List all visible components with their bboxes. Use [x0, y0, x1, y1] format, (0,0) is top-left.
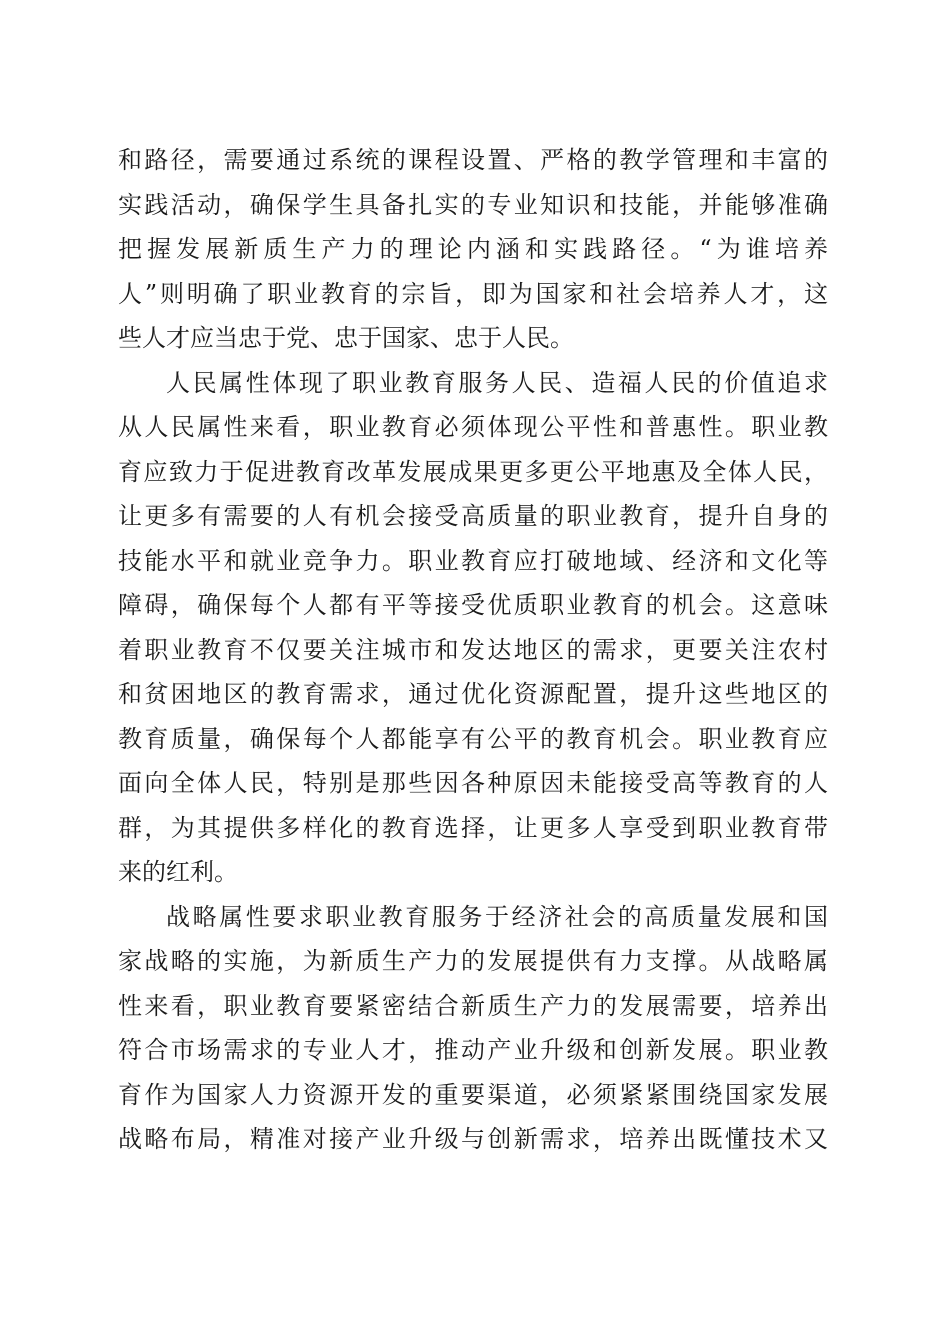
document-body	[118, 138, 828, 1162]
text-line: 从人民属性来看，职业教育必须体现公平性和普惠性。职业教	[118, 413, 828, 441]
text-line: 战略布局，精准对接产业升级与创新需求，培养出既懂技术又	[118, 1125, 828, 1153]
paragraph	[118, 138, 828, 361]
text-line: 性来看，职业教育要紧密结合新质生产力的发展需要，培养出	[118, 991, 828, 1020]
text-line: 实践活动，确保学生具备扎实的专业知识和技能，并能够准确	[118, 190, 828, 219]
text-line: 些人才应当忠于党、忠于国家、忠于人民。	[118, 324, 574, 352]
paragraph	[118, 361, 828, 895]
text-line: 战略属性要求职业教育服务于经济社会的高质量发展和国	[166, 902, 828, 931]
text-line: 育作为国家人力资源开发的重要渠道，必须紧紧围绕国家发展	[118, 1080, 828, 1109]
text-line: 家战略的实施，为新质生产力的发展提供有力支撑。从战略属	[118, 947, 828, 975]
text-line: 来的红利。	[118, 858, 238, 886]
text-line: 障碍，确保每个人都有平等接受优质职业教育的机会。这意味	[118, 591, 828, 619]
text-line: 人”则明确了职业教育的宗旨，即为国家和社会培养人才，这	[118, 279, 828, 308]
text-line: 人民属性体现了职业教育服务人民、造福人民的价值追求	[166, 368, 828, 397]
text-line: 教育质量，确保每个人都能享有公平的教育机会。职业教育应	[118, 724, 828, 753]
text-line: 和路径，需要通过系统的课程设置、严格的教学管理和丰富的	[118, 146, 828, 174]
text-line: 和贫困地区的教育需求，通过优化资源配置，提升这些地区的	[118, 680, 828, 708]
text-line: 群，为其提供多样化的教育选择，让更多人享受到职业教育带	[118, 813, 828, 842]
text-line: 面向全体人民，特别是那些因各种原因未能接受高等教育的人	[118, 769, 828, 797]
text-line: 让更多有需要的人有机会接受高质量的职业教育，提升自身的	[118, 502, 828, 530]
text-line: 符合市场需求的专业人才，推动产业升级和创新发展。职业教	[118, 1036, 828, 1064]
text-line: 把握发展新质生产力的理论内涵和实践路径。“为谁培养	[118, 235, 828, 263]
paragraph	[118, 895, 828, 1162]
text-line: 着职业教育不仅要关注城市和发达地区的需求，更要关注农村	[118, 635, 828, 664]
text-line: 技能水平和就业竞争力。职业教育应打破地域、经济和文化等	[118, 546, 828, 575]
text-line: 育应致力于促进教育改革发展成果更多更公平地惠及全体人民，	[118, 457, 828, 486]
